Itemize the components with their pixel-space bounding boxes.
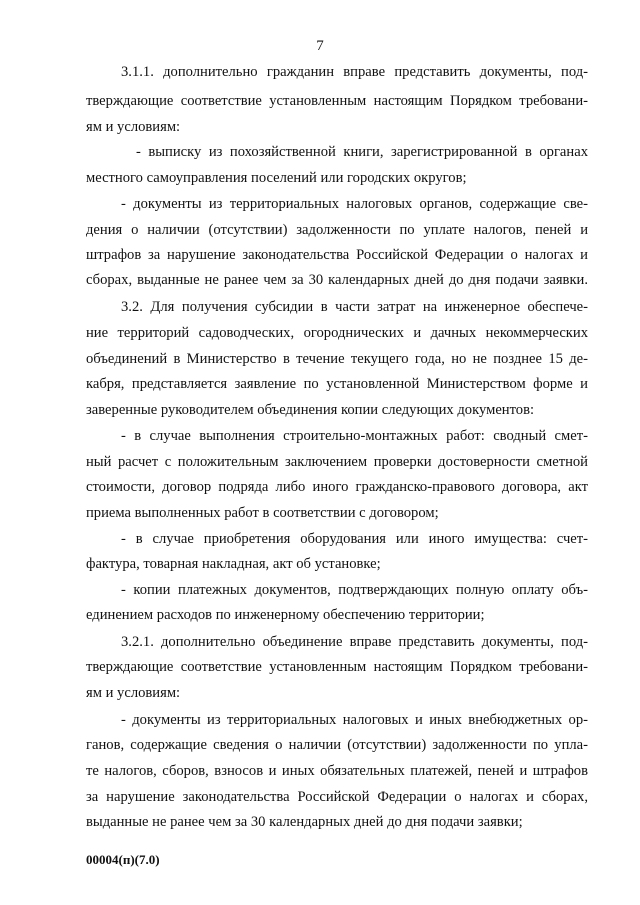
text-line: тверждающие соответствие установленным настоящим Порядком требовани- xyxy=(86,659,588,675)
text-line: штрафов за нарушение законодательства Российской Федерации о налогах и xyxy=(86,247,588,263)
text-line: 3.2.1. дополнительно объединение вправе представить документы, под- xyxy=(121,634,588,650)
text-line: - в случае выполнения строительно-монтажных работ: сводный смет- xyxy=(121,428,588,444)
text-line: за нарушение законодательства Российской Федерации о налогах и сборах, xyxy=(86,789,588,805)
text-line: тверждающие соответствие установленным настоящим Порядком требовани- xyxy=(86,93,588,109)
page-number: 7 xyxy=(316,38,324,54)
text-line: объединений в Министерство в течение текущего года, но не позднее 15 де- xyxy=(86,351,588,367)
text-line: - документы из территориальных налоговых органов, содержащие све- xyxy=(121,196,588,212)
text-line: единением расходов по инженерному обеспечению территории; xyxy=(86,607,485,623)
text-line: - документы из территориальных налоговых и иных внебюджетных ор- xyxy=(121,712,588,728)
document-code: 00004(п)(7.0) xyxy=(86,852,160,867)
text-line: местного самоуправления поселений или городских округов; xyxy=(86,170,467,186)
text-line: - копии платежных документов, подтверждающих полную оплату объ- xyxy=(121,582,588,598)
text-line: ям и условиям: xyxy=(86,685,181,701)
text-line: - в случае приобретения оборудования или иного имущества: счет- xyxy=(121,531,588,547)
text-line: 3.2. Для получения субсидии в части затрат на инженерное обеспече- xyxy=(121,299,588,315)
text-line: ный расчет с положительным заключением проверки достоверности сметной xyxy=(86,454,588,470)
text-line: ганов, содержащие сведения о наличии (отсутствии) задолженности по упла- xyxy=(86,737,588,753)
text-line: выданные не ранее чем за 30 календарных дней до дня подачи заявки; xyxy=(86,814,523,830)
text-line: ние территорий садоводческих, огороднических и дачных некоммерческих xyxy=(86,325,588,341)
text-line: 3.1.1. дополнительно гражданин вправе представить документы, под- xyxy=(121,64,588,80)
text-line: дения о наличии (отсутствии) задолженности по уплате налогов, пеней и xyxy=(86,222,588,238)
text-line: те налогов, сборов, взносов и иных обязательных платежей, пеней и штрафов xyxy=(86,763,588,779)
text-line: фактура, товарная накладная, акт об установке; xyxy=(86,556,381,572)
text-line: кабря, представляется заявление по установленной Министерством форме и xyxy=(86,376,588,392)
text-line: сборах, выданные не ранее чем за 30 календарных дней до дня подачи заявки. xyxy=(86,272,588,288)
text-line: приема выполненных работ в соответствии с договором; xyxy=(86,505,439,521)
text-line: стоимости, договор подряда либо иного гражданско-правового договора, акт xyxy=(86,479,588,495)
text-line: - выписку из похозяйственной книги, зарегистрированной в органах xyxy=(136,144,588,160)
text-line: заверенные руководителем объединения копии следующих документов: xyxy=(86,402,535,418)
text-line: ям и условиям: xyxy=(86,119,181,135)
